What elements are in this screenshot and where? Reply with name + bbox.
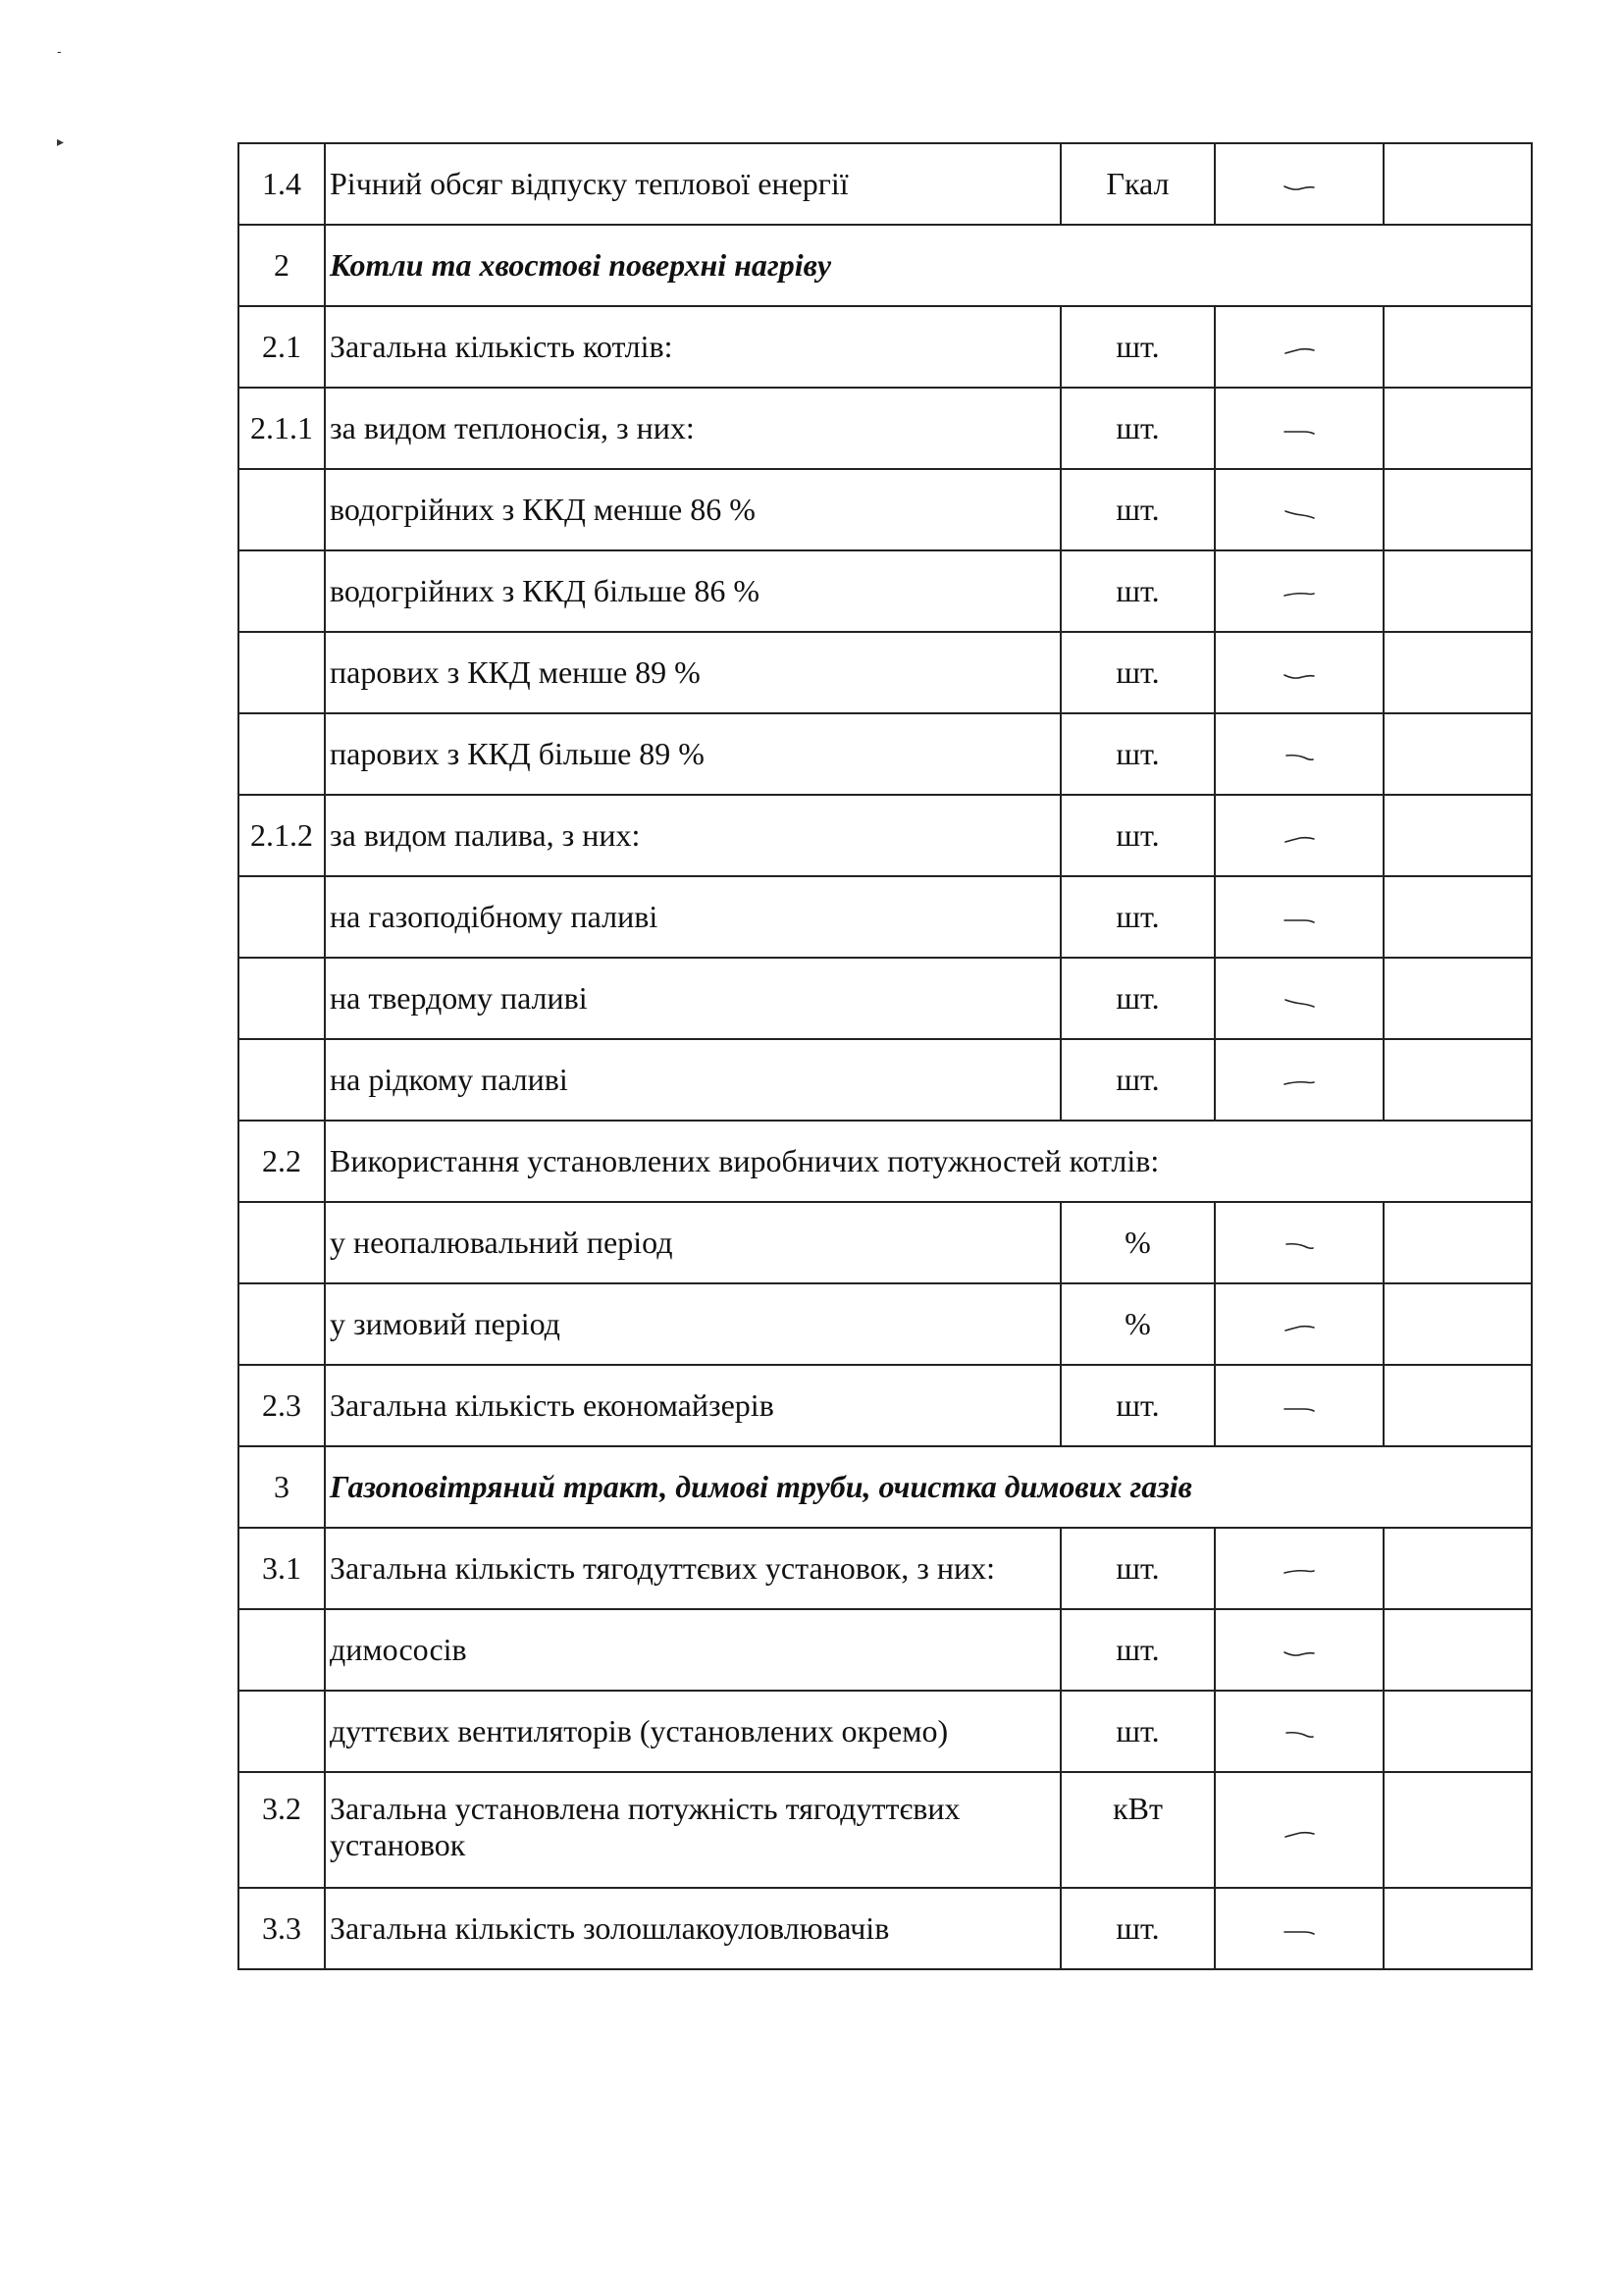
- row-unit: шт.: [1061, 550, 1215, 632]
- row-number: [238, 1609, 325, 1691]
- margin-mark: ▸: [57, 133, 65, 149]
- row-name: Річний обсяг відпуску теплової енергії: [325, 143, 1061, 225]
- row-unit: шт.: [1061, 1888, 1215, 1969]
- row-value: [1215, 1365, 1384, 1446]
- row-value: [1215, 1528, 1384, 1609]
- handwritten-dash: [1283, 508, 1316, 520]
- row-name: Використання установлених виробничих потужностей котлів:: [325, 1121, 1532, 1202]
- row-unit: шт.: [1061, 1609, 1215, 1691]
- row-name: димососів: [325, 1609, 1061, 1691]
- row-unit: Гкал: [1061, 143, 1215, 225]
- row-number: 3.1: [238, 1528, 325, 1609]
- table-row: [238, 1888, 1532, 1969]
- row-unit: шт.: [1061, 1691, 1215, 1772]
- handwritten-dash: [1283, 1648, 1316, 1660]
- row-number: 3.2: [238, 1772, 325, 1888]
- table-row: [238, 1528, 1532, 1609]
- row-extra-cell: [1384, 1202, 1532, 1283]
- row-name: Загальна кількість котлів:: [325, 306, 1061, 388]
- row-value: [1215, 388, 1384, 469]
- row-unit: шт.: [1061, 388, 1215, 469]
- row-extra-cell: [1384, 1888, 1532, 1969]
- handwritten-dash: [1283, 1829, 1316, 1841]
- table-row: [238, 306, 1532, 388]
- section-title: Газоповітряний тракт, димові труби, очистка димових газів: [325, 1446, 1532, 1528]
- row-name: водогрійних з ККД менше 86 %: [325, 469, 1061, 550]
- row-number: 3: [238, 1446, 325, 1528]
- handwritten-dash: [1283, 671, 1316, 683]
- handwritten-dash: [1283, 834, 1316, 846]
- row-unit: шт.: [1061, 1365, 1215, 1446]
- table-row: [238, 958, 1532, 1039]
- handwritten-dash: [1283, 1730, 1316, 1742]
- row-value: [1215, 795, 1384, 876]
- table-row: [238, 1039, 1532, 1121]
- row-name: парових з ККД більше 89 %: [325, 713, 1061, 795]
- section-title: Котли та хвостові поверхні нагріву: [325, 225, 1532, 306]
- row-name: на газоподібному паливі: [325, 876, 1061, 958]
- row-extra-cell: [1384, 1772, 1532, 1888]
- row-number: [238, 1039, 325, 1121]
- handwritten-dash: [1283, 753, 1316, 764]
- row-name: на рідкому паливі: [325, 1039, 1061, 1121]
- table-row: [238, 550, 1532, 632]
- row-extra-cell: [1384, 1039, 1532, 1121]
- row-number: 3.3: [238, 1888, 325, 1969]
- handwritten-dash: [1283, 1323, 1316, 1334]
- table-row: [238, 469, 1532, 550]
- row-number: [238, 550, 325, 632]
- table-row: [238, 1609, 1532, 1691]
- row-name: Загальна установлена потужність тягодуттєвих установок: [325, 1772, 1061, 1888]
- row-number: 2.1: [238, 306, 325, 388]
- row-name: на твердому паливі: [325, 958, 1061, 1039]
- table-body: [238, 143, 1532, 1969]
- row-number: 2.1.2: [238, 795, 325, 876]
- row-number: [238, 713, 325, 795]
- table-row: [238, 1202, 1532, 1283]
- table-row: [238, 1365, 1532, 1446]
- table-row: [238, 713, 1532, 795]
- row-number: 2.1.1: [238, 388, 325, 469]
- row-name: парових з ККД менше 89 %: [325, 632, 1061, 713]
- row-extra-cell: [1384, 469, 1532, 550]
- row-name: у неопалювальний період: [325, 1202, 1061, 1283]
- table-row: [238, 876, 1532, 958]
- row-value: [1215, 1283, 1384, 1365]
- row-unit: шт.: [1061, 469, 1215, 550]
- row-extra-cell: [1384, 1691, 1532, 1772]
- equipment-table: [237, 142, 1533, 1970]
- handwritten-dash: [1283, 1078, 1316, 1090]
- handwritten-dash: [1283, 1241, 1316, 1253]
- row-extra-cell: [1384, 632, 1532, 713]
- handwritten-dash: [1283, 1404, 1316, 1416]
- row-value: [1215, 1202, 1384, 1283]
- row-number: [238, 1202, 325, 1283]
- row-number: [238, 632, 325, 713]
- row-unit: шт.: [1061, 958, 1215, 1039]
- row-number: [238, 469, 325, 550]
- row-value: [1215, 550, 1384, 632]
- table-row: [238, 1772, 1532, 1888]
- row-unit: шт.: [1061, 795, 1215, 876]
- row-number: 2: [238, 225, 325, 306]
- row-name: у зимовий період: [325, 1283, 1061, 1365]
- row-name: Загальна кількість тягодуттєвих установок, з них:: [325, 1528, 1061, 1609]
- row-name: Загальна кількість економайзерів: [325, 1365, 1061, 1446]
- row-value: [1215, 1609, 1384, 1691]
- row-value: [1215, 1039, 1384, 1121]
- row-extra-cell: [1384, 1283, 1532, 1365]
- row-extra-cell: [1384, 1365, 1532, 1446]
- row-unit: кВт: [1061, 1772, 1215, 1888]
- row-extra-cell: [1384, 1609, 1532, 1691]
- row-unit: шт.: [1061, 632, 1215, 713]
- row-extra-cell: [1384, 388, 1532, 469]
- row-unit: шт.: [1061, 713, 1215, 795]
- row-value: [1215, 1888, 1384, 1969]
- table-row: [238, 1283, 1532, 1365]
- table-row: [238, 632, 1532, 713]
- handwritten-dash: [1283, 1567, 1316, 1579]
- row-value: [1215, 469, 1384, 550]
- row-extra-cell: [1384, 876, 1532, 958]
- table-row: [238, 225, 1532, 306]
- row-value: [1215, 713, 1384, 795]
- row-extra-cell: [1384, 143, 1532, 225]
- row-number: 2.3: [238, 1365, 325, 1446]
- row-extra-cell: [1384, 1528, 1532, 1609]
- row-unit: шт.: [1061, 1039, 1215, 1121]
- handwritten-dash: [1283, 997, 1316, 1009]
- table-row: [238, 795, 1532, 876]
- row-number: 2.2: [238, 1121, 325, 1202]
- handwritten-dash: [1283, 915, 1316, 927]
- row-extra-cell: [1384, 306, 1532, 388]
- row-value: [1215, 1772, 1384, 1888]
- row-number: 1.4: [238, 143, 325, 225]
- row-unit: шт.: [1061, 876, 1215, 958]
- row-unit: шт.: [1061, 306, 1215, 388]
- row-value: [1215, 1691, 1384, 1772]
- row-extra-cell: [1384, 713, 1532, 795]
- handwritten-dash: [1283, 427, 1316, 439]
- row-unit: %: [1061, 1202, 1215, 1283]
- handwritten-dash: [1283, 590, 1316, 601]
- row-number: [238, 1283, 325, 1365]
- row-number: [238, 876, 325, 958]
- row-name: за видом теплоносія, з них:: [325, 388, 1061, 469]
- row-name: Загальна кількість золошлакоуловлювачів: [325, 1888, 1061, 1969]
- row-extra-cell: [1384, 795, 1532, 876]
- row-value: [1215, 306, 1384, 388]
- row-number: [238, 958, 325, 1039]
- row-name: за видом палива, з них:: [325, 795, 1061, 876]
- handwritten-dash: [1283, 1927, 1316, 1939]
- row-value: [1215, 958, 1384, 1039]
- row-number: [238, 1691, 325, 1772]
- row-name: дуттєвих вентиляторів (установлених окремо): [325, 1691, 1061, 1772]
- row-value: [1215, 143, 1384, 225]
- table-row: [238, 388, 1532, 469]
- table-row: [238, 1121, 1532, 1202]
- table-row: [238, 1446, 1532, 1528]
- row-unit: шт.: [1061, 1528, 1215, 1609]
- row-value: [1215, 632, 1384, 713]
- handwritten-dash: [1283, 345, 1316, 357]
- handwritten-dash: [1283, 183, 1316, 194]
- row-name: водогрійних з ККД більше 86 %: [325, 550, 1061, 632]
- row-unit: %: [1061, 1283, 1215, 1365]
- margin-mark: -: [57, 43, 62, 59]
- table-row: [238, 1691, 1532, 1772]
- row-extra-cell: [1384, 958, 1532, 1039]
- row-extra-cell: [1384, 550, 1532, 632]
- table-row: [238, 143, 1532, 225]
- row-value: [1215, 876, 1384, 958]
